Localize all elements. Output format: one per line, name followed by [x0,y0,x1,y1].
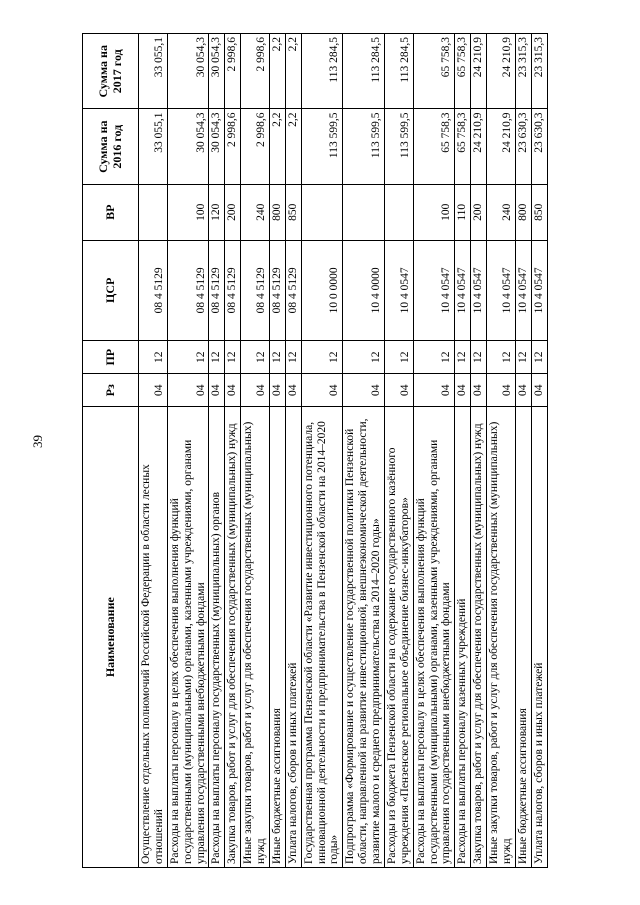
cell-sum-2016: 65 758,3 [413,109,455,184]
cell-name: Закупка товаров, работ и услуг для обеспечения государственных (муниципальных) нужд [225,407,241,868]
cell-name: Иные бюджетные ассигнования [269,407,285,868]
cell-sum-2017: 30 054,3 [209,34,225,109]
cell-vr: 240 [487,184,516,240]
cell-name: Подпрограмма «Формирование и осуществление государственной политики Пензенской области, направленной на развитие инвестиционной, внешнеэкономической деятельности, развитие малого и среднего предпринимательства на 2014–2020 годы» [343,407,385,868]
cell-sum-2017: 2,2 [285,34,301,109]
cell-sum-2016: 24 210,9 [487,109,516,184]
cell-pr: 12 [531,341,547,374]
cell-pr: 12 [209,341,225,374]
cell-sum-2016: 65 758,3 [455,109,471,184]
cell-vr [343,184,385,240]
table-body [139,34,548,868]
cell-name: Закупка товаров, работ и услуг для обеспечения государственных (муниципальных) нужд [471,407,487,868]
cell-sum-2016: 2,2 [269,109,285,184]
cell-sum-2017: 33 055,1 [139,34,168,109]
table-row [531,34,547,868]
cell-sum-2017: 23 315,3 [515,34,531,109]
cell-rz: 04 [241,374,270,407]
cell-rz: 04 [455,374,471,407]
cell-csr: 10 4 0547 [487,240,516,341]
cell-rz: 04 [515,374,531,407]
cell-vr: 100 [167,184,209,240]
cell-pr: 12 [384,341,413,374]
cell-name: Иные бюджетные ассигнования [515,407,531,868]
cell-name: Уплата налогов, сборов и иных платежей [285,407,301,868]
cell-name: Расходы на выплаты персоналу в целях обеспечения выполнения функций государственными (муниципальными) органами, казенными учреждениями, органами управления государственными внебюджетными фондами [167,407,209,868]
cell-name: Расходы из бюджета Пензенской области на содержание государственного казённого учреждения «Пензенское региональное объединение бизнес-инкубаторов» [384,407,413,868]
table-row [455,34,471,868]
cell-vr: 200 [471,184,487,240]
cell-pr: 12 [515,341,531,374]
cell-rz: 04 [225,374,241,407]
cell-pr: 12 [269,341,285,374]
cell-sum-2016: 113 599,5 [301,109,343,184]
cell-vr: 850 [531,184,547,240]
cell-rz: 04 [384,374,413,407]
cell-rz: 04 [301,374,343,407]
cell-vr [139,184,168,240]
cell-rz: 04 [139,374,168,407]
table-header-row [83,34,139,868]
table-row [225,34,241,868]
cell-sum-2017: 2 998,6 [225,34,241,109]
table-row [167,34,209,868]
table-row [301,34,343,868]
cell-sum-2016: 2,2 [285,109,301,184]
header-csr: ЦСР [83,240,139,341]
cell-vr: 110 [455,184,471,240]
cell-pr: 12 [471,341,487,374]
cell-sum-2016: 30 054,3 [167,109,209,184]
header-rz: Рз [83,374,139,407]
cell-rz: 04 [209,374,225,407]
cell-csr: 08 4 5129 [167,240,209,341]
cell-pr: 12 [241,341,270,374]
cell-sum-2016: 2 998,6 [241,109,270,184]
cell-csr: 08 4 5129 [269,240,285,341]
header-vr: ВР [83,184,139,240]
cell-name: Иные закупки товаров, работ и услуг для обеспечения государственных (муниципальных) нужд [487,407,516,868]
cell-sum-2016: 23 630,3 [515,109,531,184]
cell-sum-2017: 113 284,5 [343,34,385,109]
table-row [413,34,455,868]
cell-name: Уплата налогов, сборов и иных платежей [531,407,547,868]
cell-sum-2016: 23 630,3 [531,109,547,184]
cell-pr: 12 [343,341,385,374]
rotated-table-container [82,33,577,868]
cell-pr: 12 [413,341,455,374]
cell-sum-2017: 113 284,5 [384,34,413,109]
cell-rz: 04 [167,374,209,407]
cell-csr: 08 4 5129 [285,240,301,341]
header-sum-2017: Сумма на 2017 год [83,34,139,109]
cell-pr: 12 [487,341,516,374]
cell-csr: 10 4 0547 [471,240,487,341]
cell-csr: 08 4 5129 [209,240,225,341]
cell-vr: 240 [241,184,270,240]
cell-sum-2016: 24 210,9 [471,109,487,184]
cell-vr: 200 [225,184,241,240]
cell-rz: 04 [487,374,516,407]
cell-name: Осуществление отдельных полномочий Российской Федерации в области лесных отношений [139,407,168,868]
cell-csr: 10 4 0547 [515,240,531,341]
table-row [269,34,285,868]
cell-csr: 08 4 5129 [225,240,241,341]
cell-sum-2017: 23 315,3 [531,34,547,109]
cell-sum-2017: 24 210,9 [471,34,487,109]
cell-sum-2017: 113 284,5 [301,34,343,109]
table-row [487,34,516,868]
cell-name: Расходы на выплаты персоналу в целях обеспечения выполнения функций государственными (муниципальными) органами, казенными учреждениями, органами управления государственными внебюджетными фондами [413,407,455,868]
cell-vr: 800 [515,184,531,240]
cell-name: Государственная программа Пензенской области «Развитие инвестиционного потенциала, инновационной деятельности и предпринимательства в Пензенской области на 2014–2020 годы» [301,407,343,868]
table-row [471,34,487,868]
cell-rz: 04 [285,374,301,407]
page-number: 39 [30,435,45,448]
cell-csr: 08 4 5129 [139,240,168,341]
table-row [209,34,225,868]
cell-vr: 120 [209,184,225,240]
cell-sum-2017: 65 758,3 [413,34,455,109]
cell-vr: 850 [285,184,301,240]
cell-sum-2017: 30 054,3 [167,34,209,109]
cell-sum-2017: 65 758,3 [455,34,471,109]
cell-csr: 10 0 0000 [301,240,343,341]
cell-rz: 04 [413,374,455,407]
cell-name: Расходы на выплаты персоналу государственных (муниципальных) органов [209,407,225,868]
cell-sum-2017: 24 210,9 [487,34,516,109]
cell-csr: 10 4 0547 [413,240,455,341]
cell-csr: 10 4 0547 [384,240,413,341]
cell-vr: 100 [413,184,455,240]
cell-pr: 12 [285,341,301,374]
cell-rz: 04 [343,374,385,407]
cell-vr [384,184,413,240]
cell-sum-2016: 113 599,5 [343,109,385,184]
header-name: Наименование [83,407,139,868]
header-sum-2016: Сумма на 2016 год [83,109,139,184]
cell-pr: 12 [167,341,209,374]
cell-csr: 10 4 0547 [531,240,547,341]
cell-csr: 10 4 0000 [343,240,385,341]
table-row [285,34,301,868]
cell-sum-2016: 33 055,1 [139,109,168,184]
cell-pr: 12 [225,341,241,374]
table-row [139,34,168,868]
cell-rz: 04 [531,374,547,407]
cell-csr: 08 4 5129 [241,240,270,341]
cell-name: Расходы на выплаты персоналу казенных учреждений [455,407,471,868]
table-row [515,34,531,868]
cell-pr: 12 [455,341,471,374]
cell-name: Иные закупки товаров, работ и услуг для обеспечения государственных (муниципальных) нужд [241,407,270,868]
cell-pr: 12 [301,341,343,374]
cell-sum-2016: 30 054,3 [209,109,225,184]
cell-sum-2017: 2,2 [269,34,285,109]
cell-sum-2016: 113 599,5 [384,109,413,184]
cell-sum-2017: 2 998,6 [241,34,270,109]
table-row [343,34,385,868]
cell-vr [301,184,343,240]
cell-pr: 12 [139,341,168,374]
header-pr: ПР [83,341,139,374]
cell-rz: 04 [269,374,285,407]
table-row [384,34,413,868]
cell-vr: 800 [269,184,285,240]
budget-table [82,33,548,868]
cell-sum-2016: 2 998,6 [225,109,241,184]
cell-csr: 10 4 0547 [455,240,471,341]
cell-rz: 04 [471,374,487,407]
table-row [241,34,270,868]
